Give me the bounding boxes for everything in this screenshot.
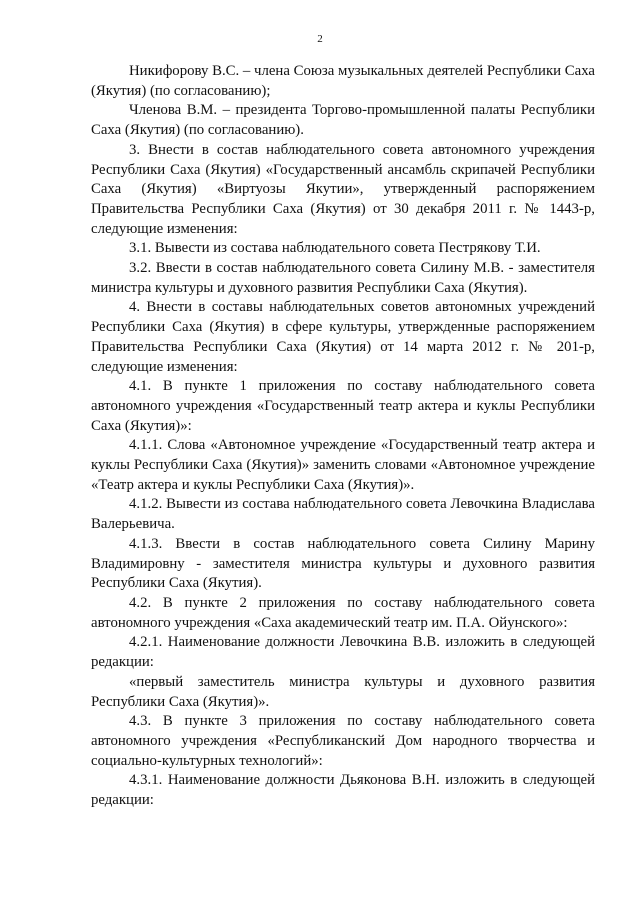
paragraph-nikiforova: Никифорову В.С. – члена Союза музыкальных деятелей Республики Саха (Якутия) (по согласованию); — [91, 63, 595, 99]
paragraph-item-4-1-1: 4.1.1. Слова «Автономное учреждение «Государственный театр актера и куклы Республики Саха (Якутия)» заменить словами «Автономное учреждение «Театр актера и куклы Республики Саха (Якутия)». — [91, 437, 595, 493]
paragraph-quote-first-deputy: «первый заместитель министра культуры и духовного развития Республики Саха (Якутия)». — [91, 673, 595, 710]
page-number: 2 — [317, 33, 323, 45]
paragraph-item-4: 4. Внести в составы наблюдательных советов автономных учреждений Республики Саха (Якутия) в сфере культуры, утвержденные распоряжением Правительства Республики Саха (Якутия) от 14 марта 2012 г. № 201-р, следующие изменения: — [91, 299, 595, 375]
paragraph-item-3-2: 3.2. Ввести в состав наблюдательного совета Силину М.В. - заместителя министра культуры и духовного развития Республики Саха (Якутия). — [91, 260, 595, 296]
paragraph-item-4-3: 4.3. В пункте 3 приложения по составу наблюдательного совета автономного учреждения «Республиканский Дом народного творчества и социально-культурных технологий»: — [91, 713, 595, 769]
paragraph-item-3-1: 3.1. Вывести из состава наблюдательного совета Пестрякову Т.И. — [129, 240, 541, 257]
paragraph-item-4-3-1: 4.3.1. Наименование должности Дьяконова В.Н. изложить в следующей редакции: — [91, 772, 595, 809]
paragraph-item-3: 3. Внести в состав наблюдательного совета автономного учреждения Республики Саха (Якутия) «Государственный ансамбль скрипачей Республики Саха (Якутия) «Виртуозы Якутии», утвержденный распоряжением Правительства Республики Саха (Якутия) от 30 декабря 2011 г. № 1443-р, следующие изменения: — [91, 141, 595, 237]
paragraph-item-4-2: 4.2. В пункте 2 приложения по составу наблюдательного совета автономного учреждения «Саха академический театр им. П.А. Ойунского»: — [91, 594, 595, 631]
paragraph-item-4-1-2: 4.1.2. Вывести из состава наблюдательного совета Левочкина Владислава Валерьевича. — [91, 496, 595, 533]
document-body — [91, 62, 595, 811]
paragraph-chlenova: Членова В.М. – президента Торгово-промышленной палаты Республики Саха (Якутия) (по согласованию). — [91, 102, 595, 139]
paragraph-item-4-1-3: 4.1.3. Ввести в состав наблюдательного совета Силину Марину Владимировну - заместителя министра культуры и духовного развития Республики Саха (Якутия). — [91, 535, 595, 592]
paragraph-item-4-2-1: 4.2.1. Наименование должности Левочкина В.В. изложить в следующей редакции: — [91, 634, 595, 671]
paragraph-item-4-1: 4.1. В пункте 1 приложения по составу наблюдательного совета автономного учреждения «Государственный театр актера и куклы Республики Саха (Якутия)»: — [91, 378, 595, 434]
